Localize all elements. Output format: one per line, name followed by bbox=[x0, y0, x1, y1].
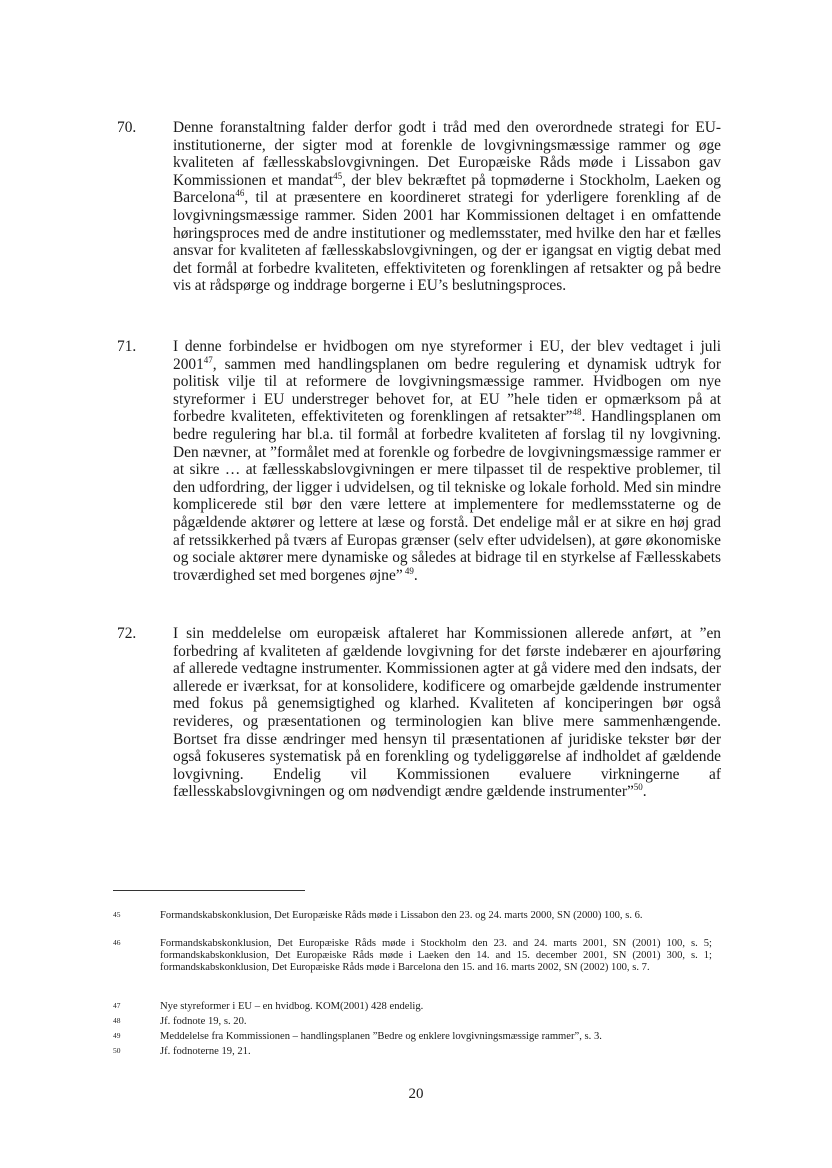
footnote-text: Jf. fodnoterne 19, 21. bbox=[160, 1046, 251, 1057]
paragraph-number: 71. bbox=[117, 338, 137, 355]
footnote-ref: 45 bbox=[333, 170, 343, 181]
paragraph-text: Denne foranstaltning falder derfor godt i tråd med den overordnede strategi for EU-institutionerne, der sigter mod at forenkle de lovgivningsmæssige rammer og øge kvaliteten af fællesskabslovgivningen. Det Europæiske Råds møde i Lissabon gav Kommissionen et mandat$^{45}$, der blev bekræftet på topmøderne i Stockholm, Laeken og Barcelona$^{46}$, til at præsentere en koordineret strategi for yderligere forenkling af de lovgivningsmæssige rammer. Siden 2001 har Kommissionen deltaget i en omfattende høringsproces med de andre institutioner og medlemsstater, med hvilke den har et fælles ansvar for kvaliteten af fællesskabslovgivningen, og der er igangsat en vigtig debat med det formål at forbedre kvaliteten, effektiviteten og forenklingen af retsakter og på bedre vis at rådspørge og inddrage borgerne i EU’s beslutningsproces. bbox=[173, 119, 721, 295]
footnote-mark: 46 bbox=[113, 938, 121, 947]
paragraph-text: I sin meddelelse om europæisk aftaleret har Kommissionen allerede anført, at ”en forbedring af kvaliteten af gældende lovgivning for det første indebærer en ajourføring af allerede vedtagne instrumenter. Kommissionen agter at gå videre med den indsats, der allerede er iværksat, for at konsolidere, kodificere og omarbejde gældende instrumenter med fokus på genemsigtighed og klarhed. Kvaliteten af konciperingen bør også revideres, og præsentationen og terminologien kan blive mere sammenhængende. Bortset fra disse ændringer med hensyn til præsentationen af juridiske tekster bør der også fokuseres systematisk på en forenkling og tydeliggørelse af indholdet af gældende lovgivning. Endelig vil Kommissionen evaluere virkningerne af fællesskabslovgivningen og om nødvendigt ændre gældende instrumenter”$^{50}$. bbox=[173, 625, 721, 801]
footnote-text: Nye styreformer i EU – en hvidbog. KOM(2001) 428 endelig. bbox=[160, 1001, 424, 1012]
footnote-text: Jf. fodnote 19, s. 20. bbox=[160, 1016, 247, 1027]
page-number: 20 bbox=[408, 1086, 424, 1102]
footnote-mark: 47 bbox=[113, 1001, 121, 1010]
footnote-text: Formandskabskonklusion, Det Europæiske Råds møde i Stockholm den 23. and 24. marts 2001, SN (2001) 100, s. 5; formandskabskonklusion, Det Europæiske Råds møde i Laeken den 14. and 15. december 2001, SN (2001) 300, s. 1; formandskabskonklusion, Det Europæiske Råds møde i Barcelona den 15. and 16. marts 2002, SN (2002) 100, s. 7. bbox=[160, 938, 712, 973]
footnote-mark: 48 bbox=[113, 1016, 121, 1025]
footnote-separator bbox=[113, 890, 305, 891]
footnote-ref: 47 bbox=[203, 354, 213, 365]
footnote-ref: 48 bbox=[572, 407, 582, 418]
footnote-ref: 50 bbox=[633, 782, 643, 793]
paragraph-text: I denne forbindelse er hvidbogen om nye styreformer i EU, der blev vedtaget i juli 2001$^{47}$, sammen med handlingsplanen om bedre regulering et dynamisk udtryk for politisk vilje til at reformere de lovgivningsmæssige rammer. Hvidbogen om nye styreformer i EU understreger behovet for, at EU ”hele tiden er opmærksom på at forbedre kvaliteten, effektiviteten og forenklingen af retsakter”$^{48}$. Handlingsplanen om bedre regulering har bl.a. til formål at forbedre kvaliteten af forslag til ny lovgivning. Den nævner, at ”formålet med at forenkle og forbedre de lovgivningsmæssige rammer er at sikre … at fællesskabslovgivningen er mere tilpasset til de respektive problemer, til den udfordring, der ligger i udvidelsen, og til tekniske og lokale forhold. Med sin mindre komplicerede stil bør den være lettere at implementere for medlemsstaterne og de pågældende aktører og lettere at læse og forstå. Det endelige mål er at sikre en høj grad af retssikkerhed på tværs af Europas grænser (selv efter udvidelsen), at gøre økonomiske og sociale aktører mere dynamiske og således at bidrage til en styrkelse af Fællesskabets troværdighed set med borgenes øjne” $^{49}$. bbox=[173, 338, 721, 584]
paragraph-number: 72. bbox=[117, 625, 137, 642]
footnote-ref: 46 bbox=[235, 188, 245, 199]
footnote-mark: 45 bbox=[113, 910, 121, 919]
footnote-text: Meddelelse fra Kommissionen – handlingsplanen ”Bedre og enklere lovgivningsmæssige rammer”, s. 3. bbox=[160, 1031, 602, 1042]
footnote-text: Formandskabskonklusion, Det Europæiske Råds møde i Lissabon den 23. og 24. marts 2000, SN (2000) 100, s. 6. bbox=[160, 910, 643, 921]
footnote-ref: 49 bbox=[402, 565, 414, 576]
footnote-mark: 50 bbox=[113, 1046, 121, 1055]
paragraph-number: 70. bbox=[117, 119, 137, 136]
footnote-mark: 49 bbox=[113, 1031, 121, 1040]
